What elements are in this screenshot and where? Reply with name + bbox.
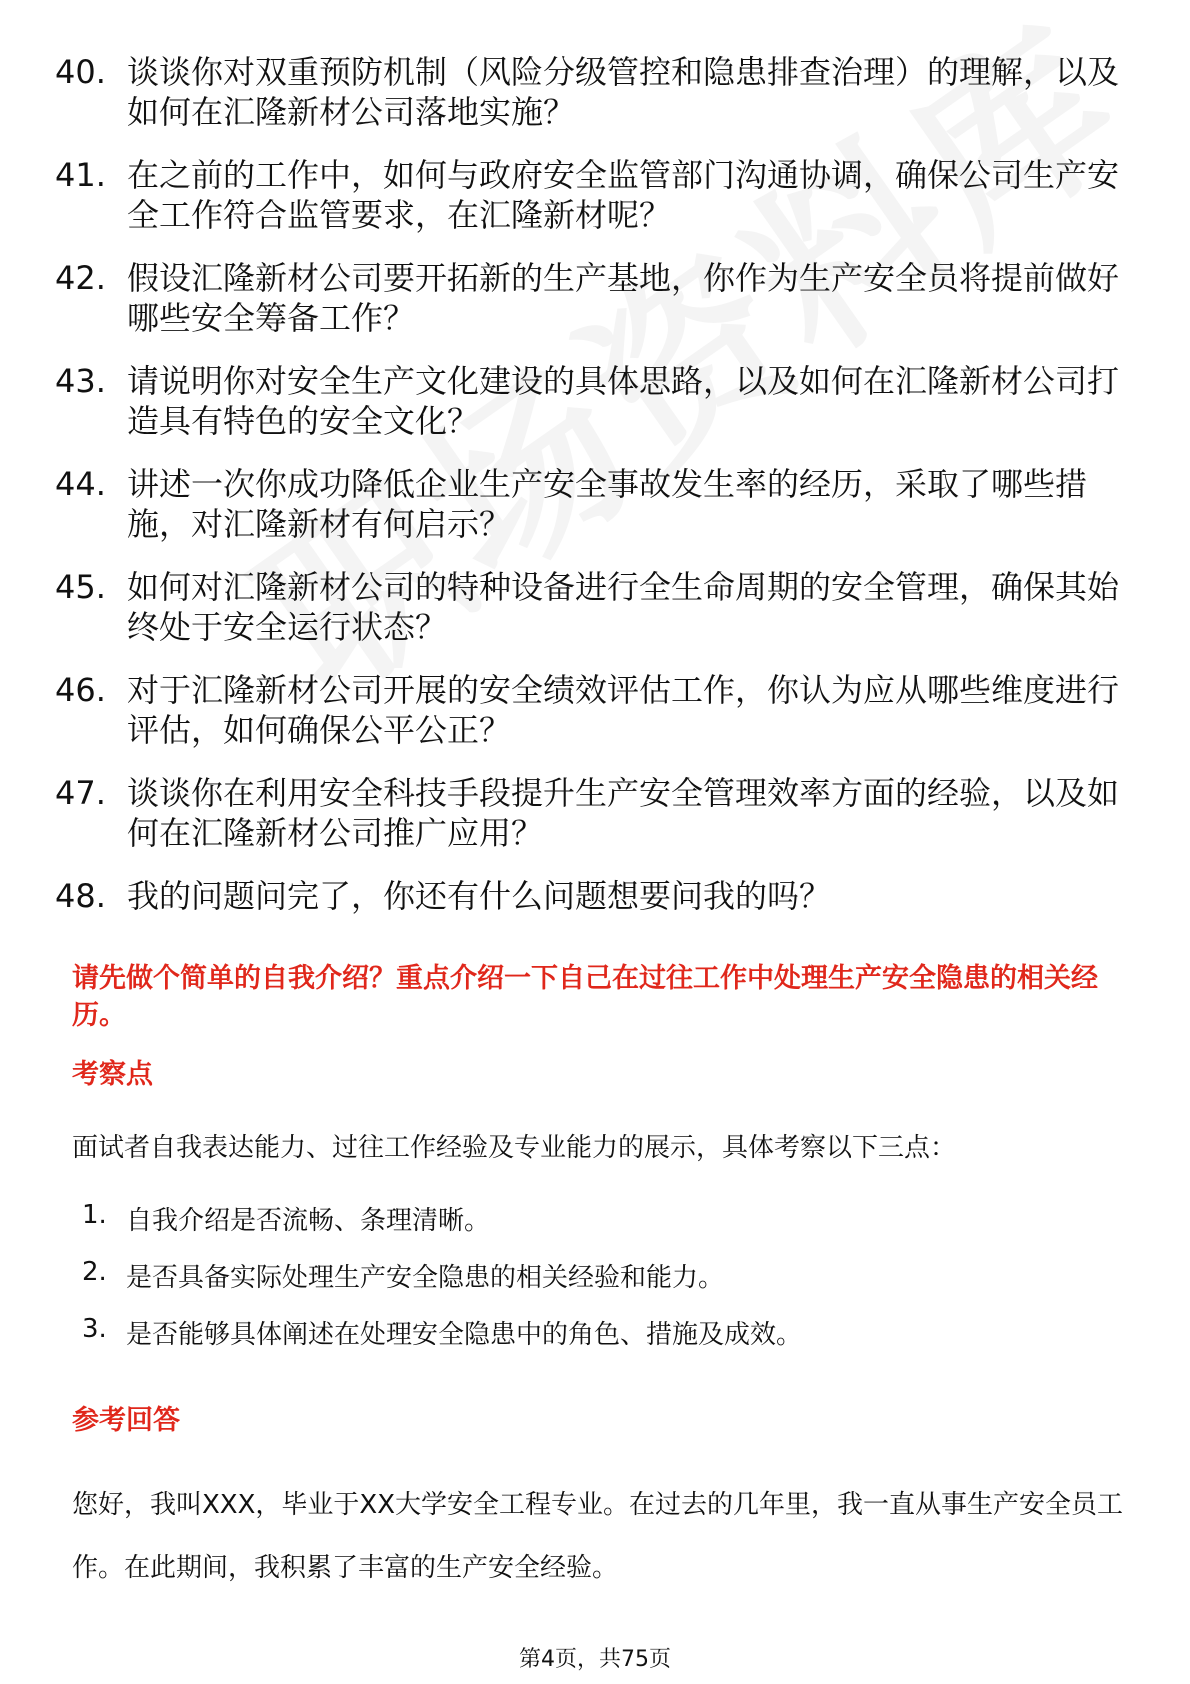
point-text: 是否能够具体阐述在处理安全隐患中的角色、措施及成效。 xyxy=(126,1320,803,1350)
question-number: 46. xyxy=(55,671,106,709)
focus-label: 考察点 xyxy=(72,1059,153,1090)
question-item xyxy=(55,258,1135,338)
section-heading: 请先做个简单的自我介绍？重点介绍一下自己在过往工作中处理生产安全隐患的相关经历。 xyxy=(72,963,1098,1031)
point-number: 1. xyxy=(82,1200,107,1230)
focus-point xyxy=(82,1200,802,1257)
focus-intro: 面试者自我表达能力、过往工作经验及专业能力的展示，具体考察以下三点： xyxy=(72,1133,957,1163)
focus-points xyxy=(82,1200,802,1371)
question-list xyxy=(55,52,1135,939)
question-item xyxy=(55,52,1135,132)
focus-point xyxy=(82,1314,802,1371)
answer-label: 参考回答 xyxy=(72,1405,180,1436)
question-text: 在之前的工作中，如何与政府安全监管部门沟通协调，确保公司生产安全工作符合监管要求，在汇隆新材呢？ xyxy=(127,156,1120,234)
question-number: 45. xyxy=(55,568,106,606)
question-text: 谈谈你在利用安全科技手段提升生产安全管理效率方面的经验，以及如何在汇隆新材公司推广应用？ xyxy=(127,774,1120,852)
question-item xyxy=(55,361,1135,441)
focus-point xyxy=(82,1257,802,1314)
question-item xyxy=(55,567,1135,647)
question-number: 47. xyxy=(55,774,106,812)
question-text: 谈谈你对双重预防机制（风险分级管控和隐患排查治理）的理解，以及如何在汇隆新材公司落地实施？ xyxy=(127,53,1120,131)
question-number: 41. xyxy=(55,156,106,194)
question-number: 48. xyxy=(55,877,106,915)
question-item xyxy=(55,155,1135,235)
page-footer: 第4页，共75页 xyxy=(519,1647,671,1672)
question-item xyxy=(55,876,1135,916)
question-text: 我的问题问完了，你还有什么问题想要问我的吗？ xyxy=(127,877,832,915)
question-text: 假设汇隆新材公司要开拓新的生产基地，你作为生产安全员将提前做好哪些安全筹备工作？ xyxy=(127,259,1120,337)
question-number: 44. xyxy=(55,465,106,503)
question-number: 42. xyxy=(55,259,106,297)
question-number: 40. xyxy=(55,53,106,91)
question-text: 请说明你对安全生产文化建设的具体思路，以及如何在汇隆新材公司打造具有特色的安全文化？ xyxy=(127,362,1120,440)
question-text: 讲述一次你成功降低企业生产安全事故发生率的经历，采取了哪些措施，对汇隆新材有何启示？ xyxy=(127,465,1088,543)
question-text: 对于汇隆新材公司开展的安全绩效评估工作，你认为应从哪些维度进行评估，如何确保公平公正？ xyxy=(127,671,1120,749)
point-number: 3. xyxy=(82,1314,107,1344)
point-number: 2. xyxy=(82,1257,107,1287)
question-item xyxy=(55,773,1135,853)
reference-answer: 您好，我叫XXX，毕业于XX大学安全工程专业。在过去的几年里，我一直从事生产安全员工作。在此期间，我积累了丰富的生产安全经验。 xyxy=(72,1490,1124,1583)
question-text: 如何对汇隆新材公司的特种设备进行全生命周期的安全管理，确保其始终处于安全运行状态？ xyxy=(127,568,1120,646)
point-text: 自我介绍是否流畅、条理清晰。 xyxy=(126,1206,491,1236)
question-item xyxy=(55,670,1135,750)
point-text: 是否具备实际处理生产安全隐患的相关经验和能力。 xyxy=(126,1263,725,1293)
question-item xyxy=(55,464,1135,544)
question-number: 43. xyxy=(55,362,106,400)
